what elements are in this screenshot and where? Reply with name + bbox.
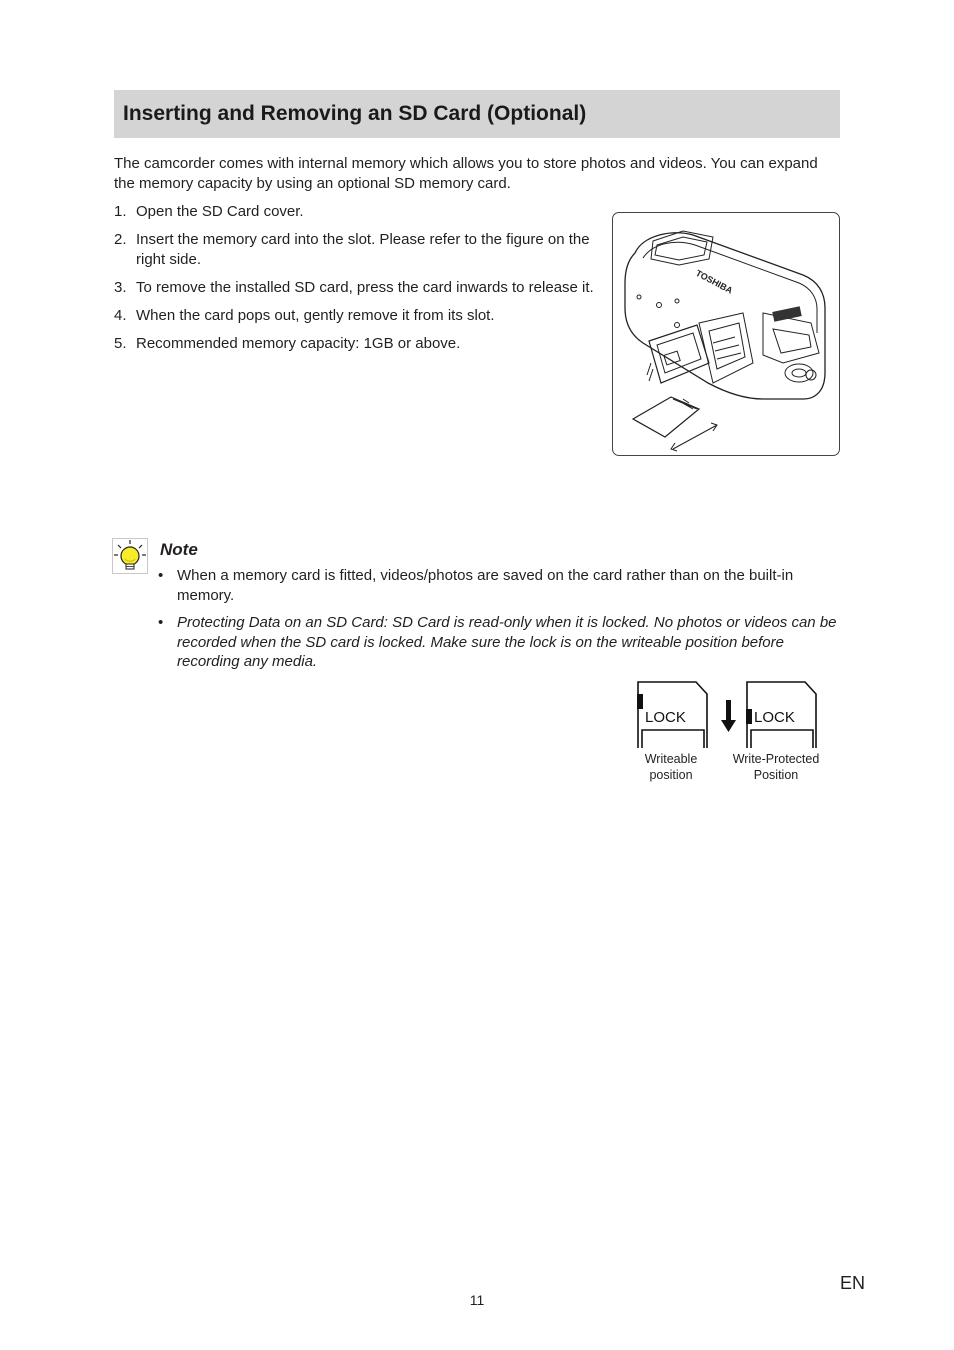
caption-line: Writeable: [644, 752, 698, 766]
note-text: When a memory card is fitted, videos/photos are saved on the card rather than on the built-in memory.: [177, 567, 794, 604]
list-item: [114, 202, 604, 222]
caption-line: position: [649, 768, 693, 782]
camcorder-illustration: [613, 213, 840, 456]
brand-label: TOSHIBA: [694, 267, 735, 296]
lock-label-writeable: LOCK: [645, 709, 686, 726]
page-number: 11: [469, 1292, 485, 1308]
lightbulb-icon: [112, 538, 148, 574]
intro-paragraph: The camcorder comes with internal memory which allows you to store photos and videos. You can expand the memory capacity by using an optional SD memory card.: [114, 155, 818, 192]
step-text: Insert the memory card into the slot. Please refer to the figure on the right side.: [136, 231, 590, 268]
camcorder-sd-card-figure: [612, 212, 840, 456]
list-item: [114, 306, 604, 326]
section-title-bar: [114, 90, 840, 138]
bullet: •: [158, 567, 164, 584]
caption-line: Write-Protected: [732, 752, 820, 766]
lock-label-protected: LOCK: [754, 709, 795, 726]
step-text: When the card pops out, gently remove it from its slot.: [136, 306, 495, 324]
step-number: 2.: [114, 231, 127, 248]
list-item: [114, 278, 604, 298]
step-text: Open the SD Card cover.: [136, 203, 304, 220]
caption-line: Position: [753, 768, 799, 782]
language-label: EN: [840, 1273, 866, 1293]
step-number: 4.: [114, 306, 127, 324]
page-title: Inserting and Removing an SD Card (Optional): [123, 102, 587, 125]
list-item: [114, 230, 604, 269]
step-number: 5.: [114, 334, 127, 352]
step-text: To remove the installed SD card, press the card inwards to release it.: [136, 278, 594, 296]
list-item: [114, 334, 604, 354]
caption-writeable: [621, 751, 721, 783]
step-text: Recommended memory capacity: 1GB or above.: [136, 334, 461, 352]
arrow-down-icon: [721, 700, 736, 732]
list-item: [158, 613, 848, 672]
notes-list: [158, 566, 848, 680]
list-item: [158, 566, 848, 605]
step-number: 1.: [114, 203, 127, 220]
note-text: Protecting Data on an SD Card: SD Card is read-only when it is locked. No photos or videos can be recorded when the SD card is locked. Make sure the lock is on the writeable position before recording any media.: [177, 614, 837, 670]
steps-list: [114, 202, 604, 362]
step-number: 3.: [114, 278, 127, 296]
note-heading: Note: [160, 540, 198, 559]
caption-write-protected: [726, 751, 826, 783]
bullet: •: [158, 614, 164, 631]
